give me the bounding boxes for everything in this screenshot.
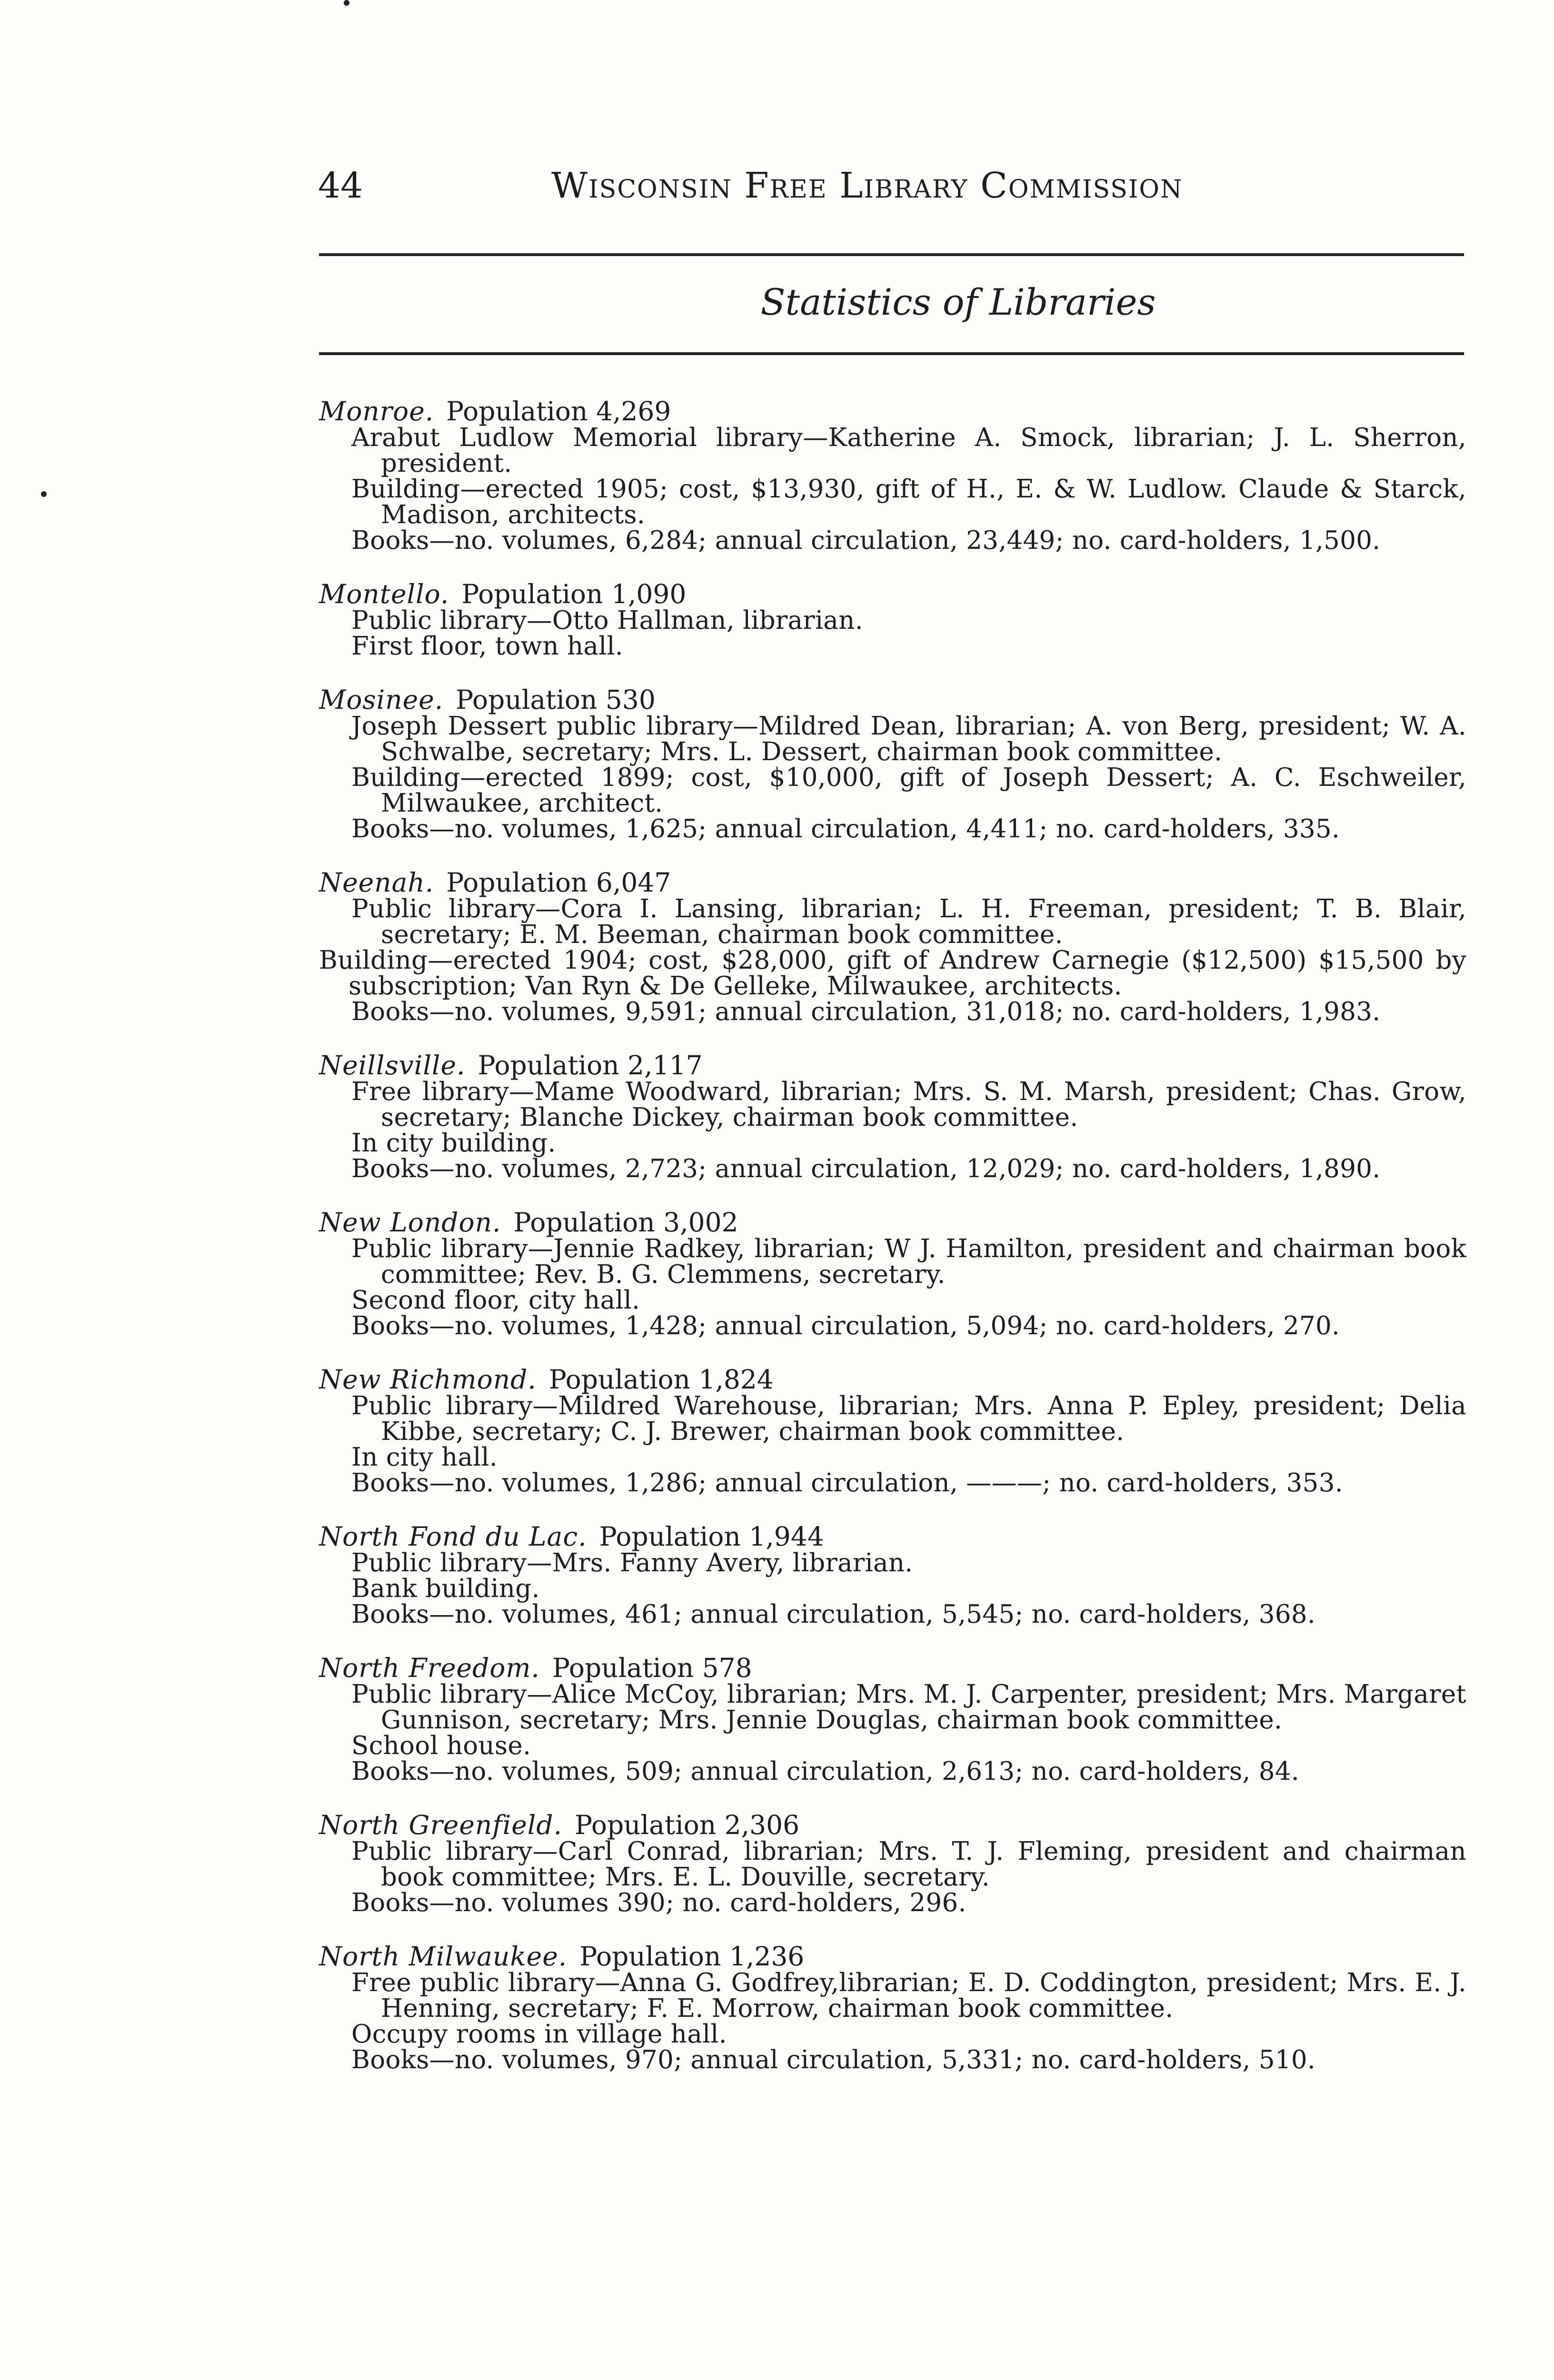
population: Population 1,824 <box>548 1364 774 1395</box>
entry-line: Joseph Dessert public library—Mildred Dean, librarian; A. von Berg, president; W. A. Schwalbe, secretary; Mrs. L. Dessert, chairman book committee. <box>351 712 1466 766</box>
entry-line: Building—erected 1905; cost, $13,930, gift of H., E. & W. Ludlow. Claude & Starck, Madison, architects. <box>351 475 1466 529</box>
entry-line: Public library—Carl Conrad, librarian; Mrs. T. J. Fleming, president and chairman book committee; Mrs. E. L. Douville, secretary. <box>351 1837 1466 1892</box>
entry-heading <box>319 1366 1466 1393</box>
place-name: Monroe. <box>319 396 434 426</box>
library-entry-new-richmond <box>319 1366 1466 1496</box>
library-entry-north-greenfield <box>319 1811 1466 1916</box>
entry-line: Public library—Cora I. Lansing, librarian; L. H. Freeman, president; T. B. Blair, secretary; E. M. Beeman, chairman book committee. <box>351 894 1466 949</box>
library-entry-north-freedom <box>319 1654 1466 1785</box>
place-name: Mosinee. <box>319 684 444 715</box>
population: Population 4,269 <box>446 396 671 426</box>
population: Population 6,047 <box>446 867 671 898</box>
place-name: Neillsville. <box>319 1050 466 1081</box>
entry-line: Books—no. volumes, 1,286; annual circulation, ———; no. card-holders, 353. <box>351 1468 1343 1497</box>
entry-line: Books—no. volumes 390; no. card-holders, 296. <box>351 1888 966 1917</box>
population: Population 530 <box>456 684 656 715</box>
entry-heading <box>319 1051 1466 1079</box>
entry-line: Public library—Mildred Warehouse, librarian; Mrs. Anna P. Epley, president; Delia Kibbe, secretary; C. J. Brewer, chairman book committee. <box>351 1391 1466 1446</box>
library-entries <box>319 397 1466 2100</box>
place-name: North Fond du Lac. <box>319 1521 587 1552</box>
entry-line: Second floor, city hall. <box>351 1286 640 1315</box>
page-header <box>318 157 1465 214</box>
place-name: Neenah. <box>319 867 434 898</box>
population: Population 578 <box>552 1653 752 1683</box>
library-entry-neenah <box>319 869 1466 1025</box>
entry-line: Books—no. volumes, 509; annual circulation, 2,613; no. card-holders, 84. <box>351 1757 1300 1786</box>
population: Population 1,236 <box>579 1941 805 1972</box>
entry-line: Arabut Ludlow Memorial library—Katherine A. Smock, librarian; J. L. Sherron, president. <box>351 423 1466 478</box>
entry-line: School house. <box>351 1731 531 1760</box>
entry-line: Books—no. volumes, 461; annual circulation, 5,545; no. card-holders, 368. <box>351 1600 1316 1629</box>
entry-line: Building—erected 1899; cost, $10,000, gift of Joseph Dessert; A. C. Eschweiler, Milwaukee, architect. <box>351 763 1466 818</box>
place-name: North Greenfield. <box>319 1810 563 1840</box>
entry-heading <box>319 1811 1466 1839</box>
entry-line: Free public library—Anna G. Godfrey,librarian; E. D. Coddington, president; Mrs. E. J. Henning, secretary; F. E. Morrow, chairman book committee. <box>351 1968 1466 2023</box>
place-name: Montello. <box>319 579 449 609</box>
entry-heading <box>319 397 1466 425</box>
population: Population 1,944 <box>599 1521 824 1552</box>
entry-line: In city hall. <box>351 1443 498 1472</box>
section-title: Statistics of Libraries <box>760 281 1156 323</box>
entry-line: Public library—Otto Hallman, librarian. <box>351 606 863 635</box>
entry-line: Building—erected 1904; cost, $28,000, gift of Andrew Carnegie ($12,500) $15,500 by subscription; Van Ryn & De Gelleke, Milwaukee, architects. <box>319 946 1466 1001</box>
entry-line: First floor, town hall. <box>351 632 623 661</box>
library-entry-neillsville <box>319 1051 1466 1182</box>
stray-dot-mark <box>41 491 47 497</box>
population: Population 3,002 <box>513 1207 738 1238</box>
entry-heading <box>319 686 1466 714</box>
entry-line: Public library—Jennie Radkey, librarian; W J. Hamilton, president and chairman book committee; Rev. B. G. Clemmens, secretary. <box>351 1234 1466 1289</box>
library-entry-north-milwaukee <box>319 1943 1466 2073</box>
top-rule <box>319 253 1464 256</box>
place-name: North Milwaukee. <box>319 1941 568 1972</box>
entry-line: In city building. <box>351 1129 556 1158</box>
running-title: Wisconsin Free Library Commission <box>551 165 1183 206</box>
library-entry-montello <box>319 580 1466 659</box>
library-entry-mosinee <box>319 686 1466 842</box>
entry-heading <box>319 1943 1466 1970</box>
library-entry-monroe <box>319 397 1466 554</box>
entry-line: Books—no. volumes, 1,428; annual circulation, 5,094; no. card-holders, 270. <box>351 1311 1340 1340</box>
entry-line: Books—no. volumes, 2,723; annual circulation, 12,029; no. card-holders, 1,890. <box>351 1154 1381 1183</box>
library-entry-north-fond-du-lac <box>319 1523 1466 1627</box>
population: Population 1,090 <box>461 579 687 609</box>
entry-line: Occupy rooms in village hall. <box>351 2020 727 2049</box>
entry-line: Public library—Alice McCoy, librarian; Mrs. M. J. Carpenter, president; Mrs. Margaret Gunnison, secretary; Mrs. Jennie Douglas, chairman book committee. <box>351 1680 1466 1735</box>
entry-heading <box>319 1523 1466 1550</box>
entry-line: Books—no. volumes, 9,591; annual circulation, 31,018; no. card-holders, 1,983. <box>351 997 1381 1026</box>
entry-line: Books—no. volumes, 6,284; annual circulation, 23,449; no. card-holders, 1,500. <box>351 526 1381 555</box>
entry-line: Books—no. volumes, 970; annual circulation, 5,331; no. card-holders, 510. <box>351 2045 1316 2074</box>
entry-heading <box>319 1209 1466 1236</box>
place-name: New London. <box>319 1207 501 1238</box>
entry-line: Free library—Mame Woodward, librarian; Mrs. S. M. Marsh, president; Chas. Grow, secretary; Blanche Dickey, chairman book committee. <box>351 1077 1466 1132</box>
entry-line: Bank building. <box>351 1574 540 1603</box>
place-name: New Richmond. <box>319 1364 537 1395</box>
page-number: 44 <box>318 165 363 206</box>
library-entry-new-london <box>319 1209 1466 1339</box>
entry-heading <box>319 1654 1466 1682</box>
bottom-rule <box>319 352 1464 355</box>
population: Population 2,117 <box>478 1050 703 1081</box>
entry-heading <box>319 580 1466 608</box>
population: Population 2,306 <box>575 1810 800 1840</box>
entry-heading <box>319 869 1466 896</box>
place-name: North Freedom. <box>319 1653 540 1683</box>
stray-dot-mark <box>344 0 349 6</box>
entry-line: Books—no. volumes, 1,625; annual circulation, 4,411; no. card-holders, 335. <box>351 814 1340 843</box>
entry-line: Public library—Mrs. Fanny Avery, librarian. <box>351 1548 913 1577</box>
